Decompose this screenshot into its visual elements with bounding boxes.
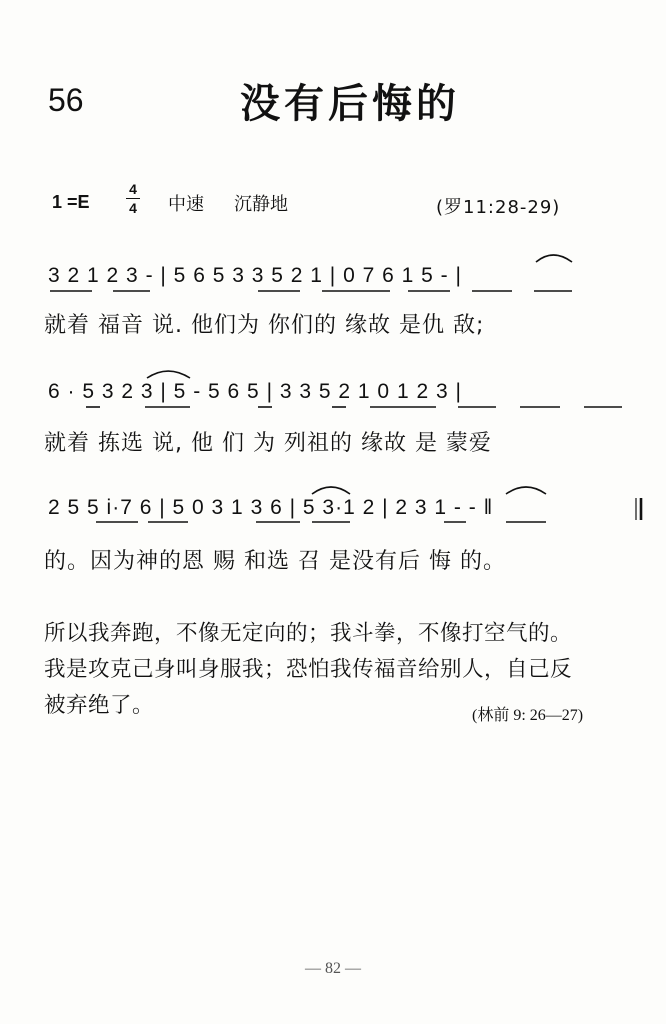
- slur-arc: [536, 255, 572, 262]
- slur-arc: [147, 371, 190, 378]
- time-signature-top: 4: [129, 181, 137, 197]
- passage-line-1: 所以我奔跑，不像无定向的；我斗拳，不像打空气的。: [44, 621, 573, 646]
- notation-line-3: 2 5 5 i·7 6 | 5 0 3 1 3 6 | 5 3·1 2 | 2 3 1 - - ‖: [48, 496, 494, 519]
- lyrics-line-2: 就着 拣选 说, 他 们 为 列祖的 缘故 是 蒙爱: [44, 431, 492, 456]
- passage-line-3: 被弃绝了。: [44, 693, 155, 718]
- passage-reference: (林前 9: 26—27): [472, 707, 584, 724]
- lyrics-line-1: 就着 福音 说. 他们为 你们的 缘故 是仇 敌;: [44, 313, 485, 338]
- hymn-title: 没有后悔的: [240, 81, 460, 127]
- lyrics-line-3: 的。因为神的恩 赐 和选 召 是没有后 悔 的。: [44, 549, 506, 574]
- key-signature: 1 =E: [52, 192, 90, 212]
- scripture-reference: (罗11:28-29): [436, 197, 561, 218]
- slur-arc: [506, 487, 546, 494]
- slur-arc: [312, 487, 350, 494]
- hymn-number: 56: [48, 82, 84, 118]
- notation-line-2: 6 · 5 3 2 3 | 5 - 5 6 5 | 3 3 5 2 1 0 1 2 3 |: [48, 380, 462, 403]
- mood-marking: 沉静地: [234, 194, 288, 215]
- tempo-marking: 中速: [168, 194, 204, 215]
- page-number: — 82 —: [305, 960, 361, 977]
- passage-line-2: 我是攻克己身叫身服我；恐怕我传福音给别人，自己反: [44, 657, 573, 682]
- time-signature-bottom: 4: [129, 200, 137, 216]
- notation-line-1: 3 2 1 2 3 - | 5 6 5 3 3 5 2 1 | 0 7 6 1 5 - |: [48, 264, 462, 287]
